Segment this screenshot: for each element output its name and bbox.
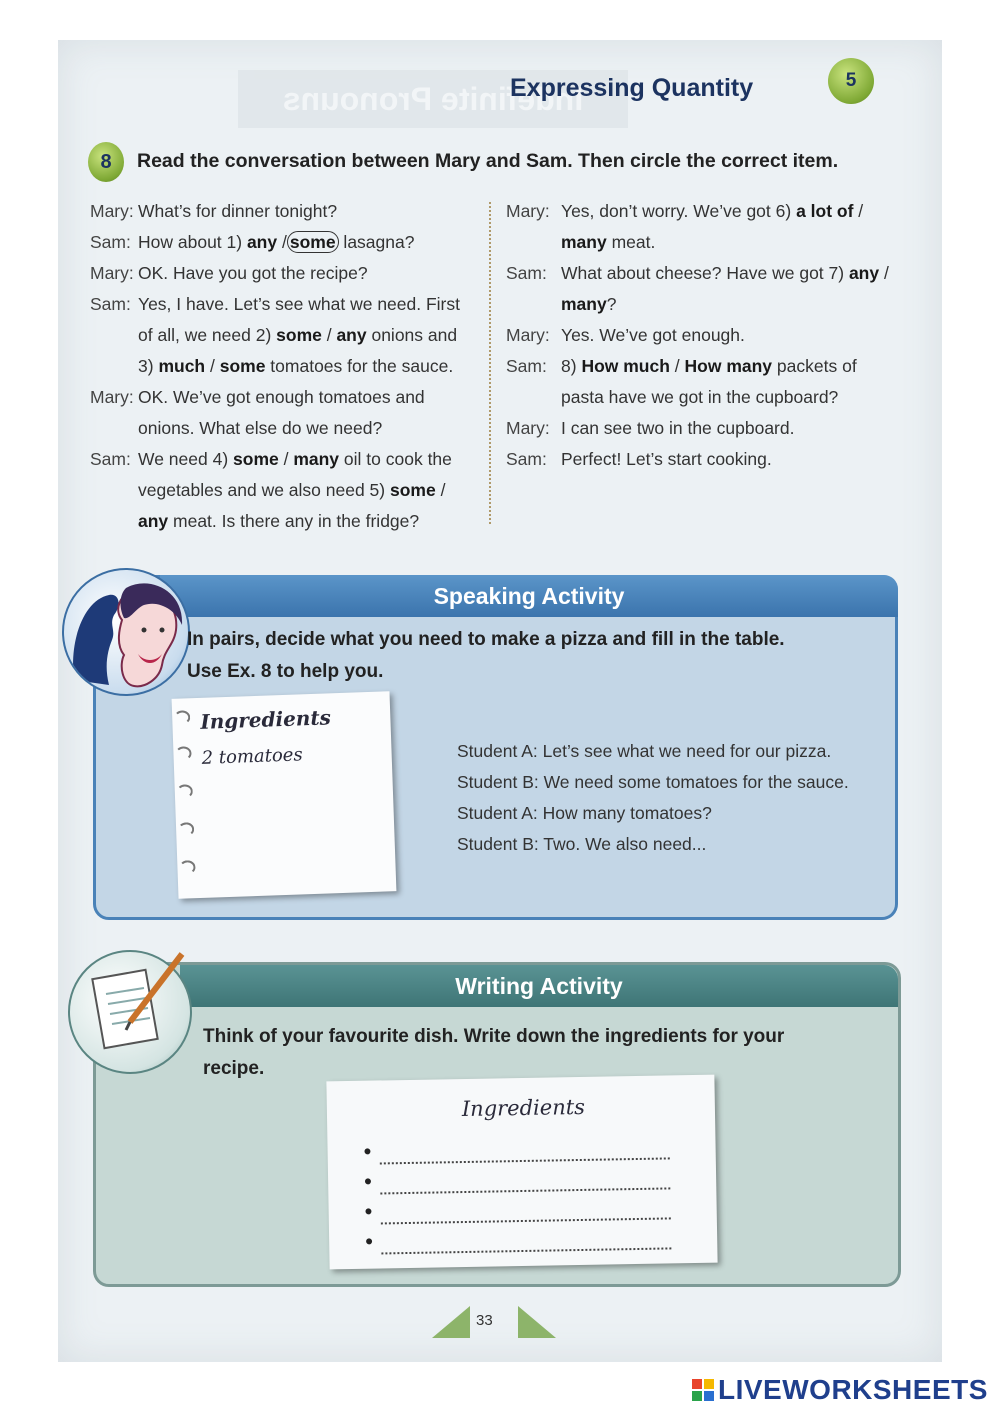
option[interactable]: How much xyxy=(581,356,670,376)
ingredient-blank[interactable] xyxy=(379,1147,669,1164)
option[interactable]: a lot of xyxy=(796,201,854,221)
column-divider xyxy=(489,202,491,524)
chapter-title: Expressing Quantity xyxy=(510,74,754,102)
dialog-left xyxy=(90,196,480,537)
dialog-text: We need 4) some / many oil to cook the xyxy=(138,449,452,469)
ingredient-blank[interactable] xyxy=(380,1207,670,1224)
speaker: Mary: xyxy=(90,201,134,221)
speaking-dialog xyxy=(457,736,849,860)
exercise-number-badge: 8 xyxy=(88,142,124,182)
dialog-text: vegetables and we also need 5) some / xyxy=(138,480,446,500)
dialog-line xyxy=(90,382,480,413)
option-some-circled[interactable]: some xyxy=(287,231,339,253)
dialog-line xyxy=(90,196,480,227)
card-title: Ingredients xyxy=(461,1094,586,1122)
dialog-right xyxy=(506,196,906,475)
dialog-line xyxy=(90,351,480,382)
ingredient-blank[interactable] xyxy=(381,1237,671,1254)
speaker: Mary: xyxy=(90,387,134,407)
dialog-text: 3) much / some tomatoes for the sauce. xyxy=(138,356,454,376)
ring-icon xyxy=(175,746,191,761)
dialog-line xyxy=(506,320,906,351)
dialog-text: Perfect! Let’s start cooking. xyxy=(561,449,772,469)
page-number: 33 xyxy=(476,1312,493,1329)
dialog-line xyxy=(506,196,906,227)
dialog-line xyxy=(90,506,480,537)
dialog-line: Student B: We need some tomatoes for the sauce. xyxy=(457,772,849,792)
dialog-text: Yes. We’ve got enough. xyxy=(561,325,745,345)
brand-grid-icon xyxy=(692,1379,714,1401)
dialog-line xyxy=(506,258,906,289)
speaker: Sam: xyxy=(506,263,547,283)
speaker: Mary: xyxy=(506,201,550,221)
brand-logo xyxy=(692,1374,988,1406)
dialog-text: any meat. Is there any in the fridge? xyxy=(138,511,420,531)
dialog-line xyxy=(90,258,480,289)
dialog-text: OK. Have you got the recipe? xyxy=(138,263,368,283)
option[interactable]: much xyxy=(158,356,206,376)
unit-badge: 5 xyxy=(828,58,874,104)
ingredient-line[interactable] xyxy=(364,1193,670,1224)
dialog-text: 8) How much / How many packets of xyxy=(561,356,857,376)
ring-icon xyxy=(174,710,190,725)
option[interactable]: some xyxy=(276,325,322,345)
ring-icon xyxy=(177,784,193,799)
page-arrow-right-icon xyxy=(518,1306,556,1338)
dialog-line xyxy=(506,351,906,382)
option[interactable]: any xyxy=(336,325,367,345)
option[interactable]: How many xyxy=(684,356,773,376)
option-any[interactable]: any xyxy=(246,232,278,252)
page-arrow-left-icon xyxy=(432,1306,470,1338)
ghost-banner: Indefinite Pronouns xyxy=(238,70,628,128)
note-item: 2 tomatoes xyxy=(201,744,303,769)
dialog-line xyxy=(506,227,906,258)
writing-instruction-line: Think of your favourite dish. Write down the ingredients for your xyxy=(203,1026,785,1047)
ingredients-note xyxy=(172,691,397,898)
brand-name: LIVEWORKSHEETS xyxy=(718,1374,988,1405)
writing-activity-title: Writing Activity xyxy=(180,965,898,1007)
option[interactable]: any xyxy=(138,511,169,531)
dialog-line: Student A: Let’s see what we need for our pizza. xyxy=(457,741,832,761)
ingredient-line[interactable] xyxy=(364,1163,670,1194)
option[interactable]: some xyxy=(219,356,266,376)
note-title: Ingredients xyxy=(199,705,332,734)
ingredient-line[interactable] xyxy=(363,1133,669,1164)
bullet: • xyxy=(363,1138,372,1164)
notepad-pencil-icon xyxy=(68,950,192,1074)
option[interactable]: some xyxy=(233,449,279,469)
bullet: • xyxy=(364,1198,373,1224)
dialog-text: many? xyxy=(561,294,617,314)
speaking-instruction-line: In pairs, decide what you need to make a pizza and fill in the table. xyxy=(187,629,785,650)
dialog-text: What about cheese? Have we got 7) any / xyxy=(561,263,889,283)
dialog-line xyxy=(90,289,480,320)
speaker: Sam: xyxy=(90,294,131,314)
dialog-line xyxy=(506,444,906,475)
ingredients-card xyxy=(326,1075,717,1270)
speaker: Mary: xyxy=(506,418,550,438)
ring-icon xyxy=(179,860,195,875)
dialog-text: pasta have we got in the cupboard? xyxy=(561,387,839,407)
ring-icon xyxy=(178,822,194,837)
dialog-text: OK. We’ve got enough tomatoes and xyxy=(138,387,425,407)
dialog-line xyxy=(90,444,480,475)
dialog-line xyxy=(506,413,906,444)
dialog-text: I can see two in the cupboard. xyxy=(561,418,795,438)
speaker: Sam: xyxy=(90,232,131,252)
dialog-line xyxy=(506,382,906,413)
option[interactable]: many xyxy=(561,294,607,314)
dialog-line xyxy=(506,289,906,320)
dialog-text: onions. What else do we need? xyxy=(138,418,383,438)
option[interactable]: many xyxy=(293,449,340,469)
speaker: Mary: xyxy=(90,263,134,283)
dialog-text: How about 1) any / some lasagna? xyxy=(138,232,415,252)
dialog-line xyxy=(90,413,480,444)
ingredient-blank[interactable] xyxy=(380,1177,670,1194)
speaking-instruction-line: Use Ex. 8 to help you. xyxy=(187,661,384,682)
dialog-text: What’s for dinner tonight? xyxy=(138,201,338,221)
speaking-activity-title: Speaking Activity xyxy=(160,575,898,617)
dialog-line: Student B: Two. We also need... xyxy=(457,834,707,854)
option[interactable]: some xyxy=(389,480,436,500)
speaking-instruction xyxy=(187,624,887,688)
bullet: • xyxy=(364,1228,374,1254)
dialog-text: many meat. xyxy=(561,232,656,252)
option[interactable]: many xyxy=(561,232,607,252)
option[interactable]: any xyxy=(848,263,880,283)
writing-instruction-line: recipe. xyxy=(203,1058,265,1079)
dialog-text: Yes, I have. Let’s see what we need. First xyxy=(138,294,460,314)
speaker: Sam: xyxy=(506,449,547,469)
ingredient-line[interactable] xyxy=(365,1223,671,1254)
dialog-line xyxy=(90,320,480,351)
exercise-instruction: Read the conversation between Mary and Sam. Then circle the correct item. xyxy=(137,150,839,172)
speaker: Mary: xyxy=(506,325,550,345)
dialog-text: Yes, don’t worry. We’ve got 6) a lot of / xyxy=(561,201,864,221)
speaker: Sam: xyxy=(506,356,547,376)
dialog-text: of all, we need 2) some / any onions and xyxy=(138,325,458,345)
bullet: • xyxy=(363,1168,373,1194)
speaking-faces-icon xyxy=(62,568,190,696)
speaker: Sam: xyxy=(90,449,131,469)
dialog-line: Student A: How many tomatoes? xyxy=(457,803,712,823)
dialog-line xyxy=(90,227,480,258)
writing-instruction xyxy=(203,1021,883,1085)
dialog-line xyxy=(90,475,480,506)
